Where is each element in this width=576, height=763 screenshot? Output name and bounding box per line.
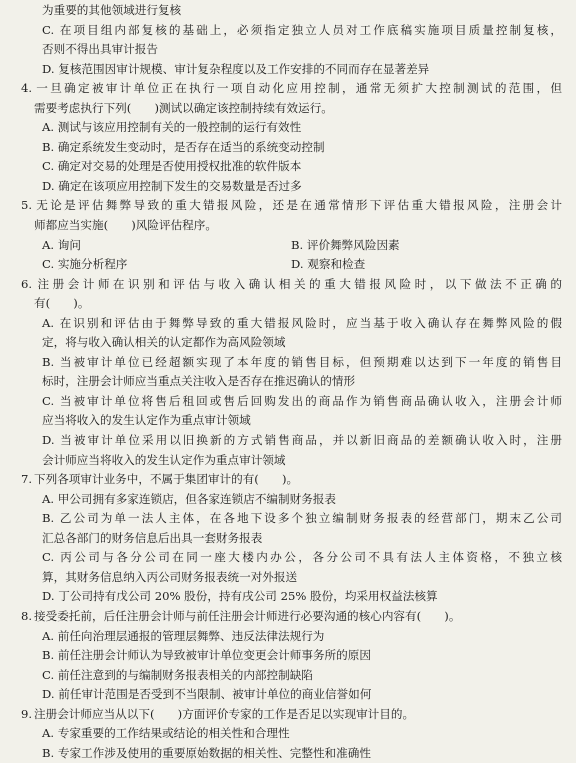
question-9 (21, 705, 562, 763)
question-6-option-a-tail: 定，将与收入确认相关的认定都作为高风险领域 (42, 335, 286, 350)
question-5-option-d: D. 观察和检查 (291, 257, 366, 272)
question-4-option-c: C. 确定对交易的处理是否使用授权批准的软件版本 (42, 159, 302, 174)
question-6-option-c: C. 当被审计单位将售后租回或售后回购发出的商品作为销售商品确认收入，注册会计师 (42, 393, 562, 408)
question-6-option-d-tail: 会计师应当将收入的发生认定作为重点审计领域 (42, 452, 286, 467)
question-4-option-d: D. 确定在该项应用控制下发生的交易数量是否过多 (42, 178, 302, 193)
question-5-option-b: B. 评价舞弊风险因素 (291, 237, 400, 252)
question-4-stem-line-2: 需要考虑执行下列( )测试以确定该控制持续有效运行。 (34, 100, 333, 115)
question-7-stem: 7. 下列各项审计业务中，不属于集团审计的有( )。 (34, 470, 562, 490)
question-9-option-b: B. 专家工作涉及使用的重要原始数据的相关性、完整性和准确性 (42, 745, 371, 760)
question-9-stem: 9. 注册会计师应当从以下( )方面评价专家的工作是否足以实现审计目的。 (34, 705, 562, 725)
question-9-option-a: A. 专家重要的工作结果或结论的相关性和合理性 (42, 726, 290, 741)
question-8-option-d: D. 前任审计范围是否受到不当限制、被审计单位的商业信誉如何 (42, 687, 372, 702)
question-9-number: 9. (21, 706, 33, 721)
question-5-stem-line-1: 5. 无论是评估舞弊导致的重大错报风险，还是在通常情形下评估重大错报风险，注册会计 (34, 196, 562, 216)
question-4-option-b: B. 确定系统发生变动时，是否存在适当的系统变动控制 (42, 139, 325, 154)
question-4 (21, 79, 562, 196)
question-3-option-c: C. 在项目组内部复核的基础上，必须指定独立人员对工作底稿实施项目质量控制复核， (42, 22, 562, 37)
question-7-option-c-tail: 算，其财务信息纳入丙公司财务报表统一对外报送 (42, 569, 298, 584)
question-6-stem-line-1: 6. 注册会计师在识别和评估与收入确认相关的重大错报风险时，以下做法不正确的 (34, 275, 562, 295)
question-7-option-c: C. 丙公司与各分公司在同一座大楼内办公，各分公司不具有法人主体资格，不独立核 (42, 550, 562, 565)
question-8-option-a: A. 前任向治理层通报的管理层舞弊、违反法律法规行为 (42, 628, 325, 643)
question-7-option-d: D. 丁公司持有戊公司 20% 股份，持有戌公司 25% 股份，均采用权益法核算 (42, 589, 438, 604)
question-5-number: 5. (21, 198, 33, 213)
question-3-option-c-tail: 否则不得出具审计报告 (42, 42, 158, 57)
question-5-options-row-1 (34, 236, 562, 256)
question-6-option-a: A. 在识别和评估由于舞弊导致的重大错报风险时，应当基于收入确认存在舞弊风险的假 (42, 315, 562, 330)
question-8-option-c: C. 前任注意到的与编制财务报表相关的内部控制缺陷 (42, 667, 313, 682)
question-8 (21, 607, 562, 705)
question-4-stem-line-1: 4. 一旦确定被审计单位正在执行一项自动化应用控制，通常无须扩大控制测试的范围，但 (34, 79, 562, 99)
question-5-option-a: A. 询问 (42, 237, 81, 252)
question-3-option-b-tail: 为重要的其他领域进行复核 (42, 3, 182, 17)
question-6-option-b: B. 当被审计单位已经超额实现了本年度的销售目标，但预期难以达到下一年度的销售目 (42, 354, 562, 369)
question-6 (21, 275, 562, 470)
question-7-option-a: A. 甲公司拥有多家连锁店，但各家连锁店不编制财务报表 (42, 491, 336, 506)
question-3-continued (34, 1, 562, 79)
question-8-number: 8. (21, 608, 33, 623)
question-7-number: 7. (21, 472, 33, 487)
question-6-option-c-tail: 应当将收入的发生认定作为重点审计领域 (42, 413, 251, 428)
question-5 (21, 196, 562, 274)
question-7-option-b-tail: 汇总各部门的财务信息后出具一套财务报表 (42, 530, 263, 545)
question-5-option-c: C. 实施分析程序 (42, 257, 128, 272)
question-6-stem-line-2: 有( )。 (34, 296, 90, 311)
question-8-option-b: B. 前任注册会计师认为导致被审计单位变更会计师事务所的原因 (42, 648, 371, 663)
question-4-number: 4. (21, 81, 33, 96)
question-6-option-d: D. 当被审计单位采用以旧换新的方式销售商品，并以新旧商品的差额确认收入时，注册 (42, 433, 562, 448)
question-8-stem: 8. 接受委托前，后任注册会计师与前任注册会计师进行必要沟通的核心内容有( )。 (34, 607, 562, 627)
question-3-option-d: D. 复核范围因审计规模、审计复杂程度以及工作安排的不同而存在显著差异 (42, 61, 430, 76)
question-6-option-b-tail: 标时，注册会计师应当重点关注收入是否存在推迟确认的情形 (42, 374, 356, 389)
question-4-option-a: A. 测试与该应用控制有关的一般控制的运行有效性 (42, 120, 302, 135)
question-7 (21, 470, 562, 607)
question-5-stem-line-2: 师都应当实施( )风险评估程序。 (34, 218, 217, 233)
question-7-option-b: B. 乙公司为单一法人主体，在各地下设多个独立编制财务报表的经营部门，期末乙公司 (42, 511, 562, 526)
question-5-options-row-2 (34, 255, 562, 275)
question-6-number: 6. (21, 276, 33, 291)
